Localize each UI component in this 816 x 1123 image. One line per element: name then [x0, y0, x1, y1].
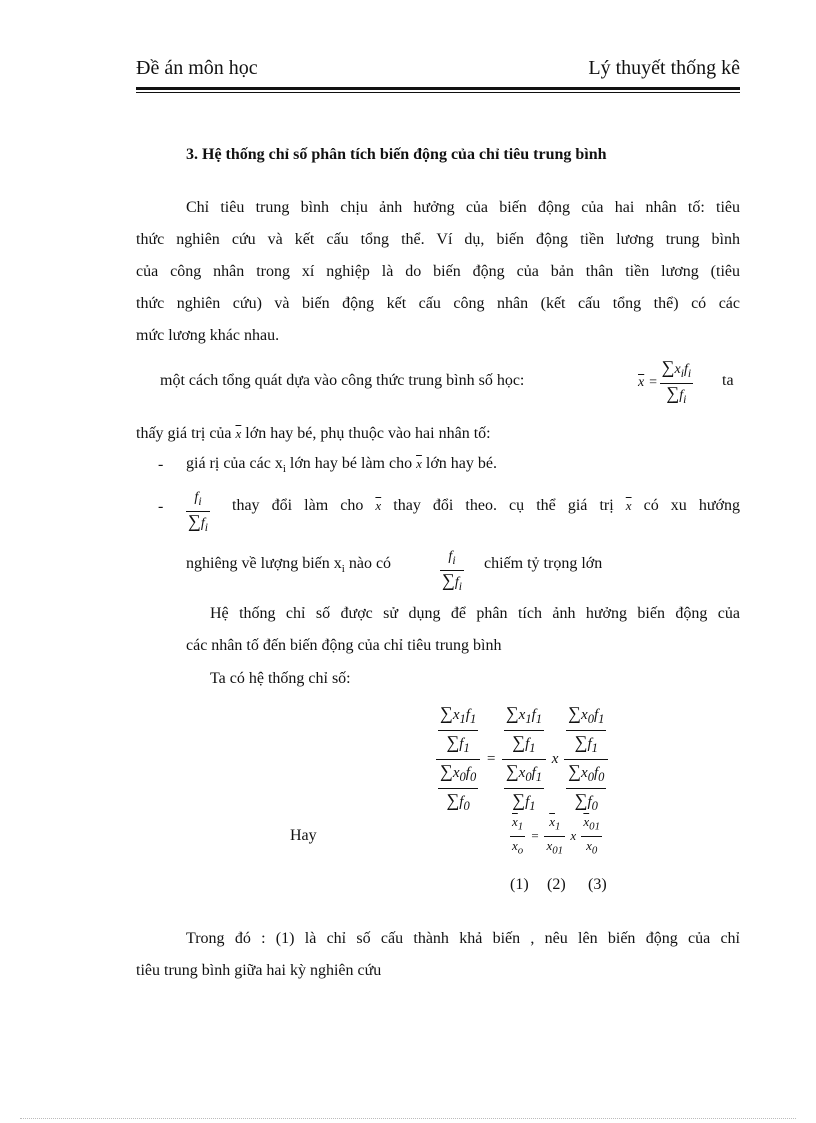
header-rule-thin	[136, 92, 740, 93]
para5: Ta có hệ thống chỉ số:	[210, 670, 351, 687]
para1-line4: thức nghiên cứu) và biến động kết cấu công nhân (kết cấu tổng thể) có các	[136, 295, 740, 312]
para3: thấy giá trị của $\overline{x}$ lớn hay bé, phụ thuộc vào hai nhân tố:	[136, 425, 491, 442]
label-3: (3)	[588, 876, 607, 893]
para1-line2: thức nghiên cứu và kết cấu tổng thể. Ví dụ, biến động tiền lương trung bình	[136, 231, 740, 248]
label-1: (1)	[510, 876, 529, 893]
para1-line3: của công nhân trong xí nghiệp là do biến động của bản thân tiền lương (tiêu	[136, 263, 740, 280]
bullet1-text: giá rị của các $x_i$ lớn hay bé làm cho $\overline{x}$ lớn hay bé.	[186, 455, 497, 476]
para2-tail: ta	[722, 372, 734, 389]
para4-line2: các nhân tố đến biến động của chỉ tiêu trung bình	[186, 637, 502, 654]
weight-fraction-2: $\frac{f_i}{\sum f_i}$	[442, 549, 462, 593]
label-2: (2)	[547, 876, 566, 893]
index-system-equation: $\frac{\frac{\sum x_1f_1}{\sum f_1}}{\frac{\sum x_0f_0}{\sum f_0}}$ = $\frac{\frac{\sum x_1f_1}{\sum f_1}}{\frac{\sum x_0f_1}{\sum f_1}}$ x $\frac{\frac{\sum x_0f_1}{\sum f_1}}{\frac{\sum x_0f_0}{\sum f_0}}$	[436, 702, 608, 817]
page-bottom-border	[20, 1118, 796, 1119]
para1-line5: mức lương khác nhau.	[136, 327, 280, 344]
para4-line1: Hệ thống chỉ số được sử dụng để phân tích ảnh hưởng biến động của	[210, 605, 740, 622]
mean-index-equation: $\frac{\overline{x}_1}{x_o}$ = $\frac{\overline{x}_1}{x_{01}}$ x $\frac{\overline{x}_{01}}{x_0}$	[512, 814, 600, 857]
hay-label: Hay	[290, 827, 317, 844]
mean-formula: $\overline{x}$ = $\frac{\sum x_if_i}{\sum f_i}$	[638, 357, 692, 406]
header-left: Đề án môn học	[136, 57, 258, 79]
bullet-dash-1: -	[158, 456, 164, 473]
para2-text: một cách tổng quát dựa vào công thức trung bình số học:	[160, 372, 525, 389]
para6-line1: Trong đó : (1) là chỉ số cấu thành khả biến , nêu lên biến động của chỉ	[186, 930, 740, 947]
bullet2-text: thay đổi làm cho $\overline{x}$ thay đổi theo. cụ thể giá trị $\overline{x}$ có xu hướng	[232, 497, 741, 514]
header-rule	[136, 87, 740, 90]
header-right: Lý thuyết thống kê	[588, 57, 740, 79]
para6-line2: tiêu trung bình giữa hai kỳ nghiên cứu	[136, 962, 382, 979]
section-title: 3. Hệ thống chỉ số phân tích biến động của chỉ tiêu trung bình	[186, 146, 607, 163]
bullet2-line2: nghiêng về lượng biến $x_i$ nào có	[186, 555, 392, 576]
bullet2-line2-post: chiếm tỷ trọng lớn	[484, 555, 603, 572]
bullet-dash-2: -	[158, 498, 164, 515]
weight-fraction-1: $\frac{f_i}{\sum f_i}$	[188, 490, 208, 534]
para1-line1: Chỉ tiêu trung bình chịu ảnh hưởng của biến động của hai nhân tố: tiêu	[186, 199, 740, 216]
